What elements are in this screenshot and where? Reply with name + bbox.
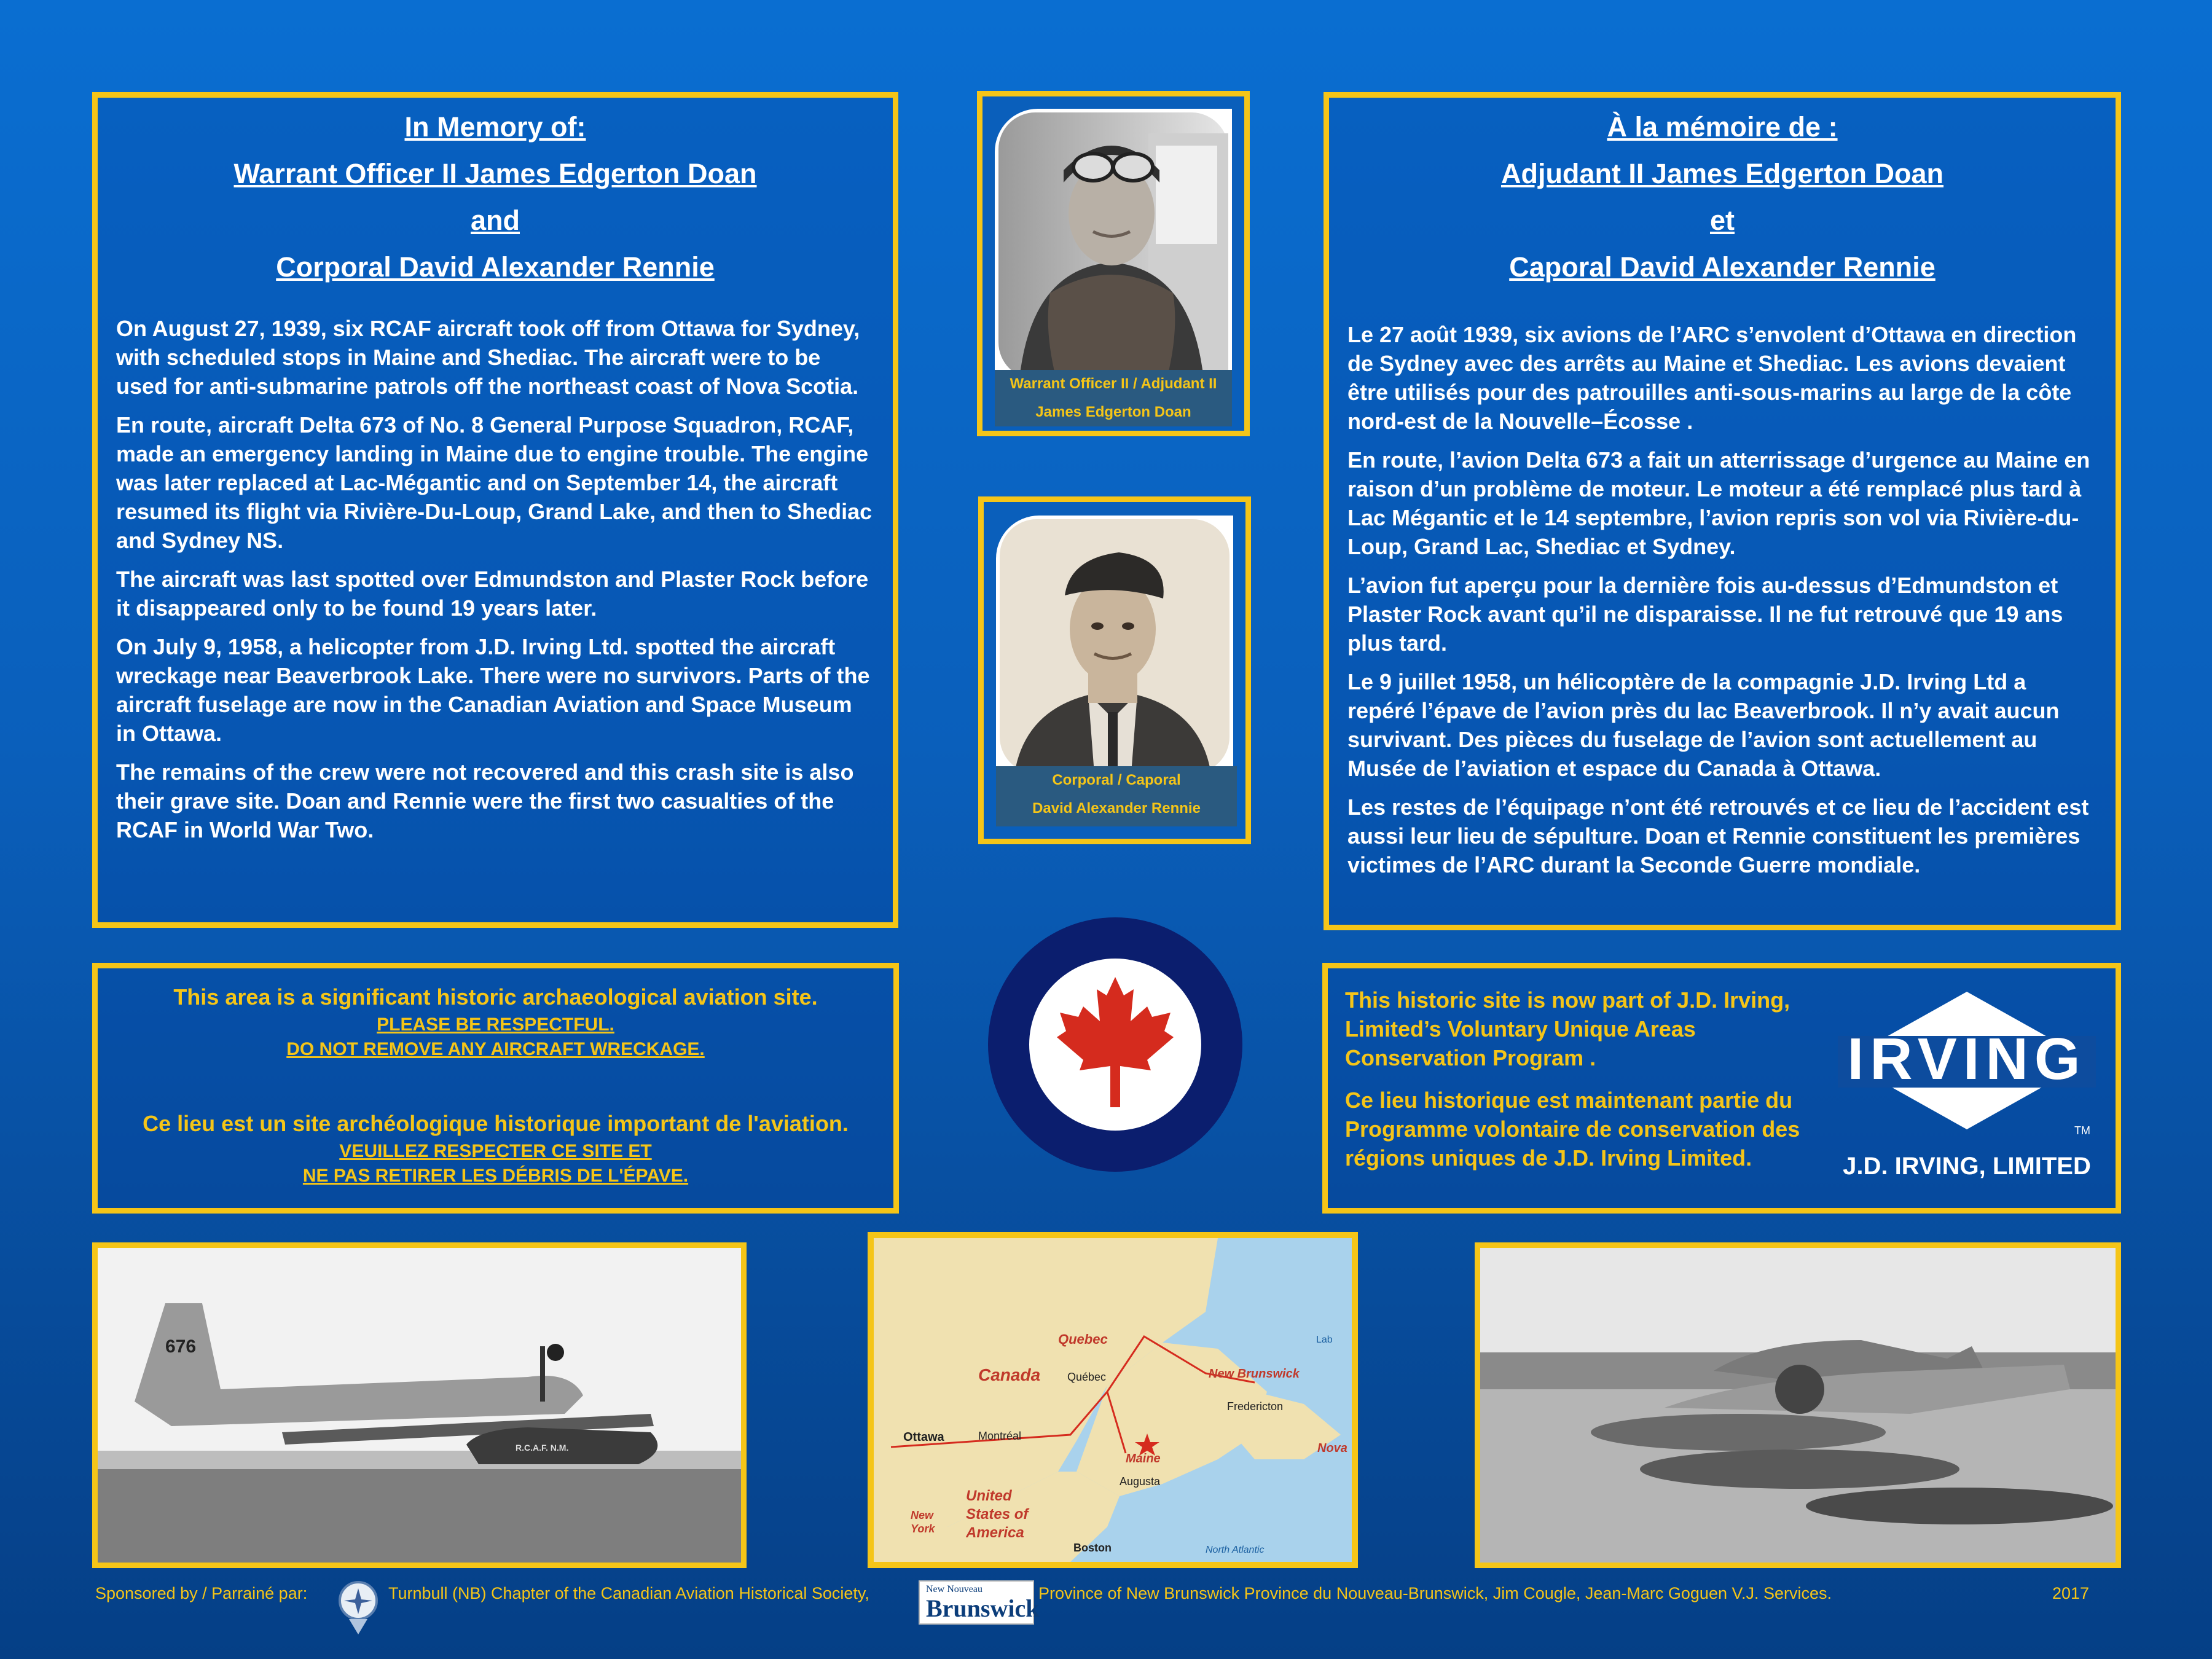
route-map (868, 1232, 1358, 1568)
map-label-boston: Boston (1073, 1542, 1112, 1554)
map-label-ottawa: Ottawa (903, 1430, 944, 1444)
seaplanes-group-photo (1475, 1242, 2121, 1568)
map-label-fredericton: Fredericton (1227, 1400, 1284, 1413)
footer-year: 2017 (2052, 1584, 2090, 1602)
rcaf-roundel (986, 916, 1244, 1174)
english-title (116, 104, 874, 291)
french-paragraph: L’avion fut aperçu pour la dernière fois au-dessus d’Edmundston et Plaster Rock avant qu’il ne disparaisse. Il ne fut retrouvé que 19 ans plus tard. (1347, 573, 2063, 656)
irving-diamond-icon (1832, 987, 2102, 1147)
map-label-north-atlantic: North Atlantic (1206, 1545, 1265, 1555)
french-memorial-panel (1324, 92, 2121, 930)
notice-english-respect: PLEASE BE RESPECTFUL. (377, 1014, 614, 1035)
irving-text-block (1345, 986, 1824, 1182)
french-paragraph: Le 27 août 1939, six avions de l’ARC s’envolent d’Ottawa en direction de Sydney avec des arrêts au Maine et Shediac. Les avions devaient être utilisés pour des patrouilles anti-sous-marins au large de la côte nord-est de la Nouvelle–Écosse . (1347, 322, 2077, 434)
map-label-canada: Canada (978, 1365, 1041, 1384)
doan-portrait (995, 109, 1232, 379)
seaplanes-group-image (1480, 1248, 2116, 1563)
irving-french-text: Ce lieu historique est maintenant partie du Programme volontaire de conservation des régions uniques de J.D. Irving Limited. (1345, 1088, 1800, 1171)
nb-logo-small-text: New Nouveau (926, 1584, 982, 1594)
french-title-line: Adjudant II James Edgerton Doan (1500, 158, 1944, 189)
footer-turnbull: Turnbull (NB) Chapter of the Canadian Aviation Historical Society, (388, 1584, 869, 1602)
french-title (1347, 104, 2097, 291)
notice-english-statement: This area is a significant historic archaeological aviation site. (173, 984, 818, 1010)
irving-logo-word: IRVING (1847, 1026, 2087, 1092)
notice-french-no-removal: NE PAS RETIRER LES DÉBRIS DE L'ÉPAVE. (302, 1166, 689, 1186)
nb-logo-big-text: Brunswick (926, 1594, 1040, 1622)
map-label-new-brunswick: New Brunswick (1209, 1367, 1300, 1381)
french-paragraph: Le 9 juillet 1958, un hélicoptère de la compagnie J.D. Irving Ltd a repéré l’épave de l’avion près du lac Beaverbrook. Il n’y avait aucun survivant. Des pièces du fuselage de l’avion sont actuellement au Musée de l’aviation et espace du Canada à Ottawa. (1347, 669, 2060, 781)
rennie-portrait-image (996, 516, 1233, 774)
map-label-lab: Lab (1316, 1335, 1333, 1345)
english-paragraph: The aircraft was last spotted over Edmundston and Plaster Rock before it disappeared only to be found 19 years later. (116, 567, 869, 621)
map-label-augusta: Augusta (1120, 1475, 1161, 1488)
seaplane-photo-image (98, 1248, 741, 1563)
map-label-quebec: Quebec (1058, 1332, 1108, 1347)
english-paragraph: On July 9, 1958, a helicopter from J.D. Irving Ltd. spotted the aircraft wreckage near Beaverbrook Lake. There were no survivors. Parts of the aircraft fuselage are now in the Canadian Aviation and Space Museum in Ottawa. (116, 634, 870, 746)
notice-english-no-removal: DO NOT REMOVE ANY AIRCRAFT WRECKAGE. (286, 1039, 705, 1059)
english-title-line: In Memory of: (404, 111, 586, 143)
site-notice-panel (92, 963, 899, 1214)
map-label-nova: Nova (1317, 1441, 1347, 1455)
doan-caption-line: James Edgerton Doan (1035, 404, 1191, 420)
map-label-maine: Maine (1126, 1452, 1161, 1465)
rennie-caption-line: David Alexander Rennie (1032, 800, 1201, 817)
irving-trademark: TM (2074, 1124, 2090, 1137)
map-label-montreal: Montréal (978, 1430, 1022, 1442)
french-paragraph: En route, l’avion Delta 673 a fait un atterrissage d’urgence au Maine en raison d’un problème de moteur. Le moteur a été remplacé plus tard à Lac Mégantic et le 14 septembre, l’avion repris son vol via Rivière-du-Loup, Grand Lac, Shediac et Sydney. (1347, 447, 2090, 559)
hull-text: R.C.A.F. N.M. (516, 1443, 569, 1453)
french-title-line: À la mémoire de : (1607, 111, 1838, 143)
rennie-photo-card (978, 496, 1251, 844)
route-map-image (874, 1238, 1352, 1562)
irving-company-name: J.D. IRVING, LIMITED (1843, 1153, 2091, 1180)
cahs-badge-icon (337, 1576, 380, 1637)
french-paragraph: Les restes de l’équipage n’ont été retrouvés et ce lieu de l’accident est aussi leur lieu de sépulture. Doan et Rennie constituent les premières victimes de l’ARC durant la Seconde Guerre mondiale. (1347, 794, 2089, 877)
english-paragraph: En route, aircraft Delta 673 of No. 8 General Purpose Squadron, RCAF, made an emergency landing in Maine due to engine trouble. The engine was later replaced at Lac-Mégantic and on September 14, the aircraft resumed its flight via Rivière-Du-Loup, Grand Lake, and then to Shediac and Sydney NS. (116, 412, 873, 553)
french-title-line: et (1709, 205, 1735, 236)
notice-french-statement: Ce lieu est un site archéologique historique important de l'aviation. (143, 1111, 849, 1136)
irving-conservation-panel (1322, 963, 2121, 1214)
rennie-caption-line: Corporal / Caporal (1052, 772, 1181, 788)
doan-caption (995, 370, 1232, 426)
new-brunswick-logo (919, 1580, 1040, 1625)
doan-portrait-image (995, 109, 1232, 379)
english-paragraph: The remains of the crew were not recovered and this crash site is also their grave site. Doan and Rennie were the first two casualties of the RCAF in World War Two. (116, 759, 854, 842)
map-label-quebec-city: Québec (1067, 1371, 1107, 1383)
irving-english-text: This historic site is now part of J.D. Irving, Limited’s Voluntary Unique Areas Conservation Program . (1345, 987, 1790, 1070)
french-title-line: Caporal David Alexander Rennie (1509, 251, 1936, 283)
doan-photo-card (977, 91, 1250, 436)
seaplane-photo (92, 1242, 747, 1568)
notice-french-respect: VEUILLEZ RESPECTER CE SITE ET (339, 1141, 652, 1161)
map-label-new-york: New York (911, 1509, 935, 1535)
footer-sponsored-label: Sponsored by / Parrainé par: (95, 1584, 308, 1602)
english-title-line: Corporal David Alexander Rennie (276, 251, 715, 283)
rennie-caption (996, 766, 1237, 826)
rennie-portrait (996, 516, 1233, 774)
english-title-line: and (470, 205, 520, 236)
english-paragraph: On August 27, 1939, six RCAF aircraft took off from Ottawa for Sydney, with scheduled stops in Maine and Shediac. The aircraft were to be used for anti-submarine patrols off the northeast coast of Nova Scotia. (116, 316, 860, 399)
tail-number: 676 (165, 1336, 197, 1357)
footer-province: Province of New Brunswick Province du Nouveau-Brunswick, Jim Cougle, Jean-Marc Goguen V.J. Services. (1038, 1584, 1832, 1602)
irving-logo (1832, 987, 2102, 1196)
english-memorial-panel (92, 92, 898, 928)
english-title-line: Warrant Officer II James Edgerton Doan (233, 158, 757, 189)
doan-caption-line: Warrant Officer II / Adjudant II (1010, 375, 1217, 392)
map-label-usa: United States of America (966, 1488, 1029, 1541)
